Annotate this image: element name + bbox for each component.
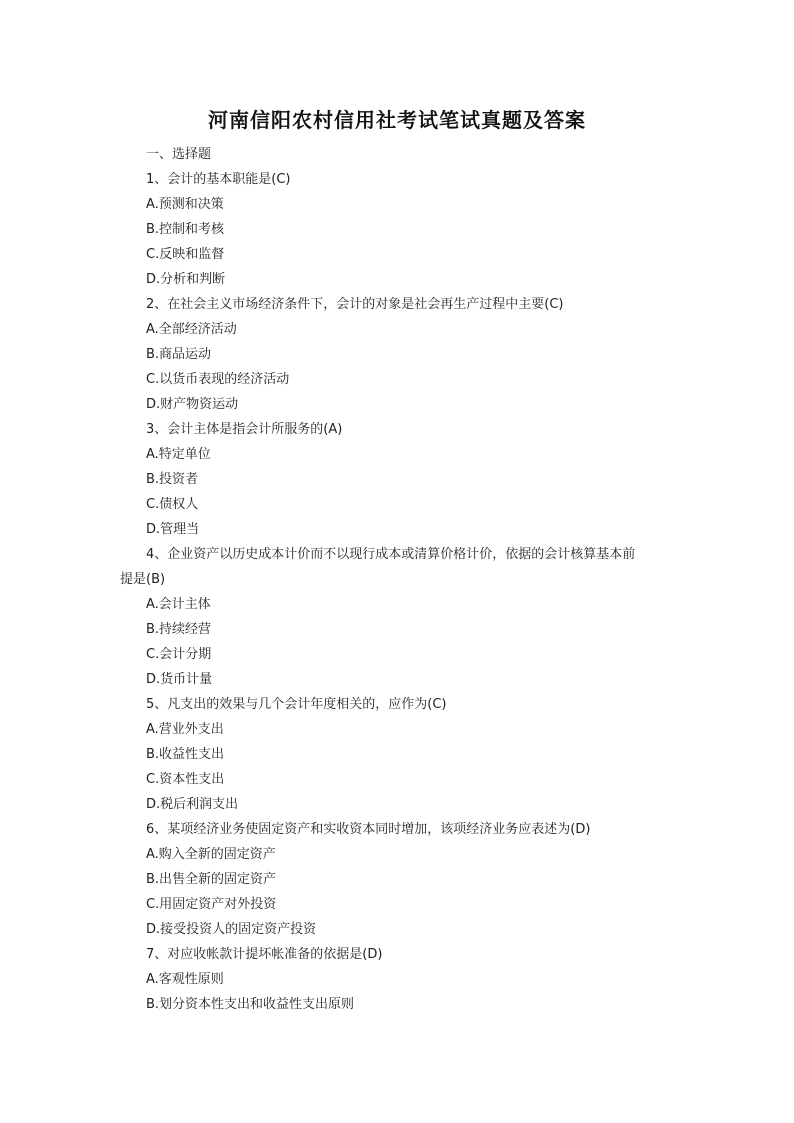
- document-title: 河南信阳农村信用社考试笔试真题及答案: [208, 108, 586, 132]
- option-line: D.分析和判断: [146, 272, 226, 287]
- option-line: B.出售全新的固定资产: [146, 872, 277, 887]
- question-6: 6、某项经济业务使固定资产和实收资本同时增加，该项经济业务应表述为(D): [146, 822, 591, 837]
- option-line: B.持续经营: [146, 622, 212, 637]
- option-line: D.接受投资人的固定资产投资: [146, 922, 317, 937]
- question-1: 1、会计的基本职能是(C): [146, 172, 291, 187]
- option-line: C.以货币表现的经济活动: [146, 372, 290, 387]
- option-line: A.会计主体: [146, 597, 211, 612]
- option-line: C.会计分期: [146, 647, 212, 662]
- option-line: B.划分资本性支出和收益性支出原则: [146, 997, 355, 1012]
- option-line: C.债权人: [146, 497, 199, 512]
- question-4-continuation: 提是(B): [120, 572, 166, 587]
- question-4: 4、企业资产以历史成本计价而不以现行成本或清算价格计价，依据的会计核算基本前: [146, 547, 636, 562]
- option-line: A.客观性原则: [146, 972, 224, 987]
- question-7: 7、对应收帐款计提坏帐准备的依据是(D): [146, 947, 383, 962]
- question-5: 5、凡支出的效果与几个会计年度相关的，应作为(C): [146, 697, 447, 712]
- section-heading: 一、选择题: [146, 147, 212, 162]
- option-line: D.管理当: [146, 522, 200, 537]
- option-line: D.货币计量: [146, 672, 213, 687]
- document-body: [120, 142, 680, 1017]
- option-line: B.商品运动: [146, 347, 212, 362]
- option-line: C.反映和监督: [146, 247, 225, 262]
- option-line: D.财产物资运动: [146, 397, 239, 412]
- option-line: A.营业外支出: [146, 722, 224, 737]
- option-line: C.用固定资产对外投资: [146, 897, 277, 912]
- option-line: B.收益性支出: [146, 747, 225, 762]
- question-3: 3、会计主体是指会计所服务的(A): [146, 422, 343, 437]
- option-line: B.控制和考核: [146, 222, 225, 237]
- option-line: D.税后利润支出: [146, 797, 239, 812]
- option-line: A.特定单位: [146, 447, 211, 462]
- option-line: C.资本性支出: [146, 772, 225, 787]
- option-line: A.购入全新的固定资产: [146, 847, 276, 862]
- option-line: A.预测和决策: [146, 197, 224, 212]
- option-line: A.全部经济活动: [146, 322, 237, 337]
- option-line: B.投资者: [146, 472, 199, 487]
- question-2: 2、在社会主义市场经济条件下，会计的对象是社会再生产过程中主要(C): [146, 297, 564, 312]
